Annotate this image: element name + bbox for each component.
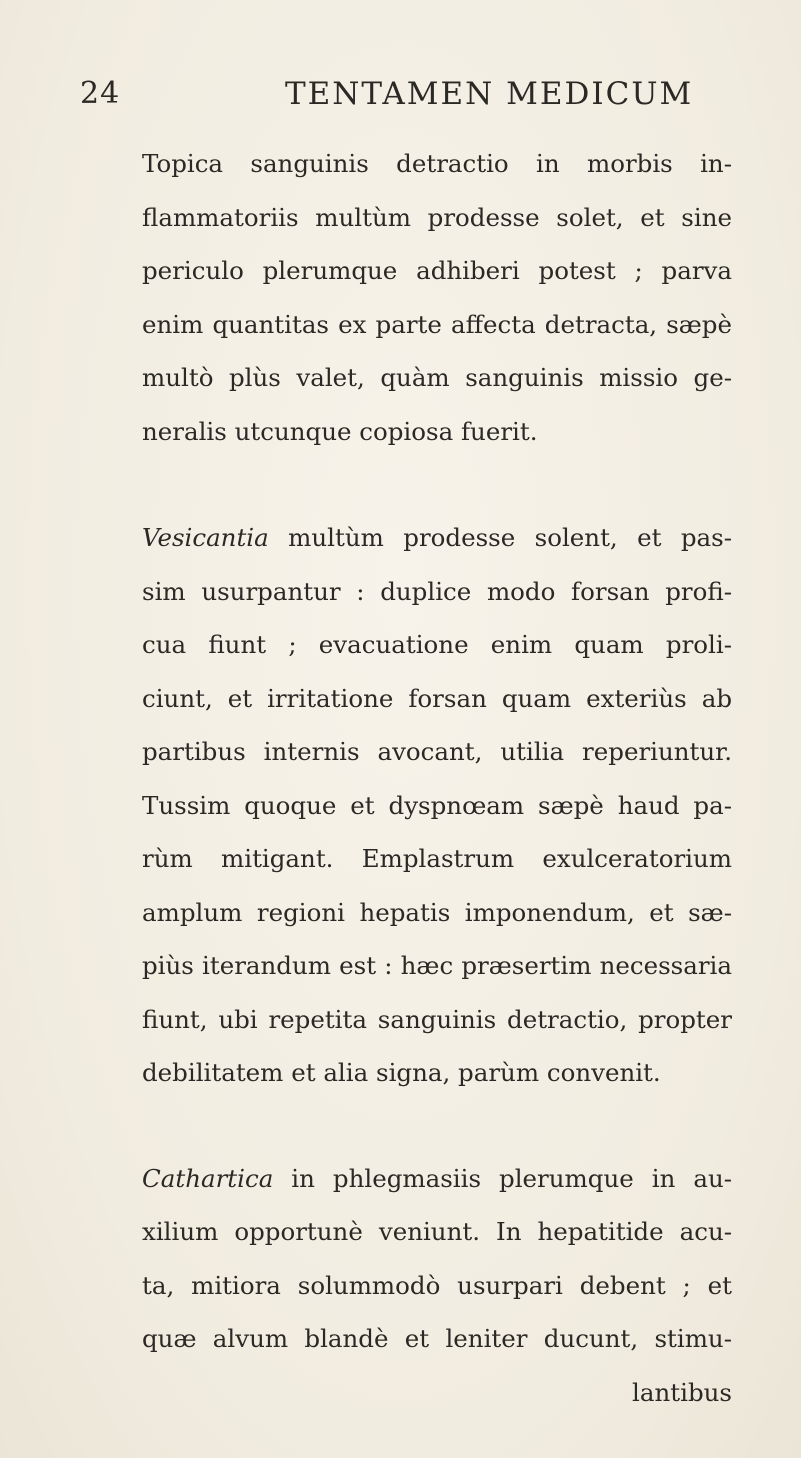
text-line: amplum regioni hepatis imponendum, et sæ- (142, 897, 732, 927)
text-line-lead (142, 511, 732, 565)
text-line: debilitatem et alia signa, parùm convenit. (142, 1058, 661, 1087)
running-head: TENTAMEN MEDICUM (285, 76, 694, 112)
page-header (0, 76, 801, 126)
lead-term: Cathartica (142, 1163, 274, 1193)
text-line: flammatoriis multùm prodesse solet, et sine (142, 202, 732, 232)
text-line: quæ alvum blandè et leniter ducunt, stimu- (142, 1324, 732, 1353)
paragraph-gap (142, 1100, 732, 1152)
text-line: fiunt, ubi repetita sanguinis detractio, propter (142, 1004, 732, 1034)
text-line: cua fiunt ; evacuatione enim quam proli- (142, 630, 732, 659)
text-line: multò plùs valet, quàm sanguinis missio ge- (142, 363, 732, 392)
text-line: enim quantitas ex parte affecta detracta, sæpè (142, 309, 732, 339)
text-line-lead (142, 1152, 732, 1206)
paragraph-topica (142, 137, 732, 458)
text-line: ta, mitiora solummodò usurpari debent ; et (142, 1270, 732, 1300)
text-line: periculo plerumque adhiberi potest ; parva (142, 256, 732, 285)
text-line: Tussim quoque et dyspnœam sæpè haud pa- (142, 790, 732, 820)
text-line: partibus internis avocant, utilia reperiuntur. (142, 737, 732, 766)
paragraph-cathartica (142, 1152, 732, 1420)
text-line: sim usurpantur : duplice modo forsan profi- (142, 576, 732, 606)
text-line: Topica sanguinis detractio in morbis in- (142, 149, 732, 178)
lead-rest: in phlegmasiis plerumque in au- (273, 1163, 732, 1193)
text-line: ciunt, et irritatione forsan quam exteriùs ab (142, 683, 732, 713)
catchword: lantibus (632, 1377, 732, 1407)
paragraph-vesicantia (142, 511, 732, 1100)
lead-rest: multùm prodesse solent, et pas- (268, 523, 732, 552)
text-line: rùm mitigant. Emplastrum exulceratorium (142, 844, 732, 873)
lead-term: Vesicantia (142, 523, 269, 552)
body-text (142, 137, 732, 1419)
text-line: neralis utcunque copiosa fuerit. (142, 416, 538, 446)
paragraph-gap (142, 458, 732, 511)
text-line: piùs iterandum est : hæc præsertim necessaria (142, 951, 732, 980)
text-line: xilium opportunè veniunt. In hepatitide acu- (142, 1217, 732, 1246)
page-number: 24 (80, 76, 121, 111)
